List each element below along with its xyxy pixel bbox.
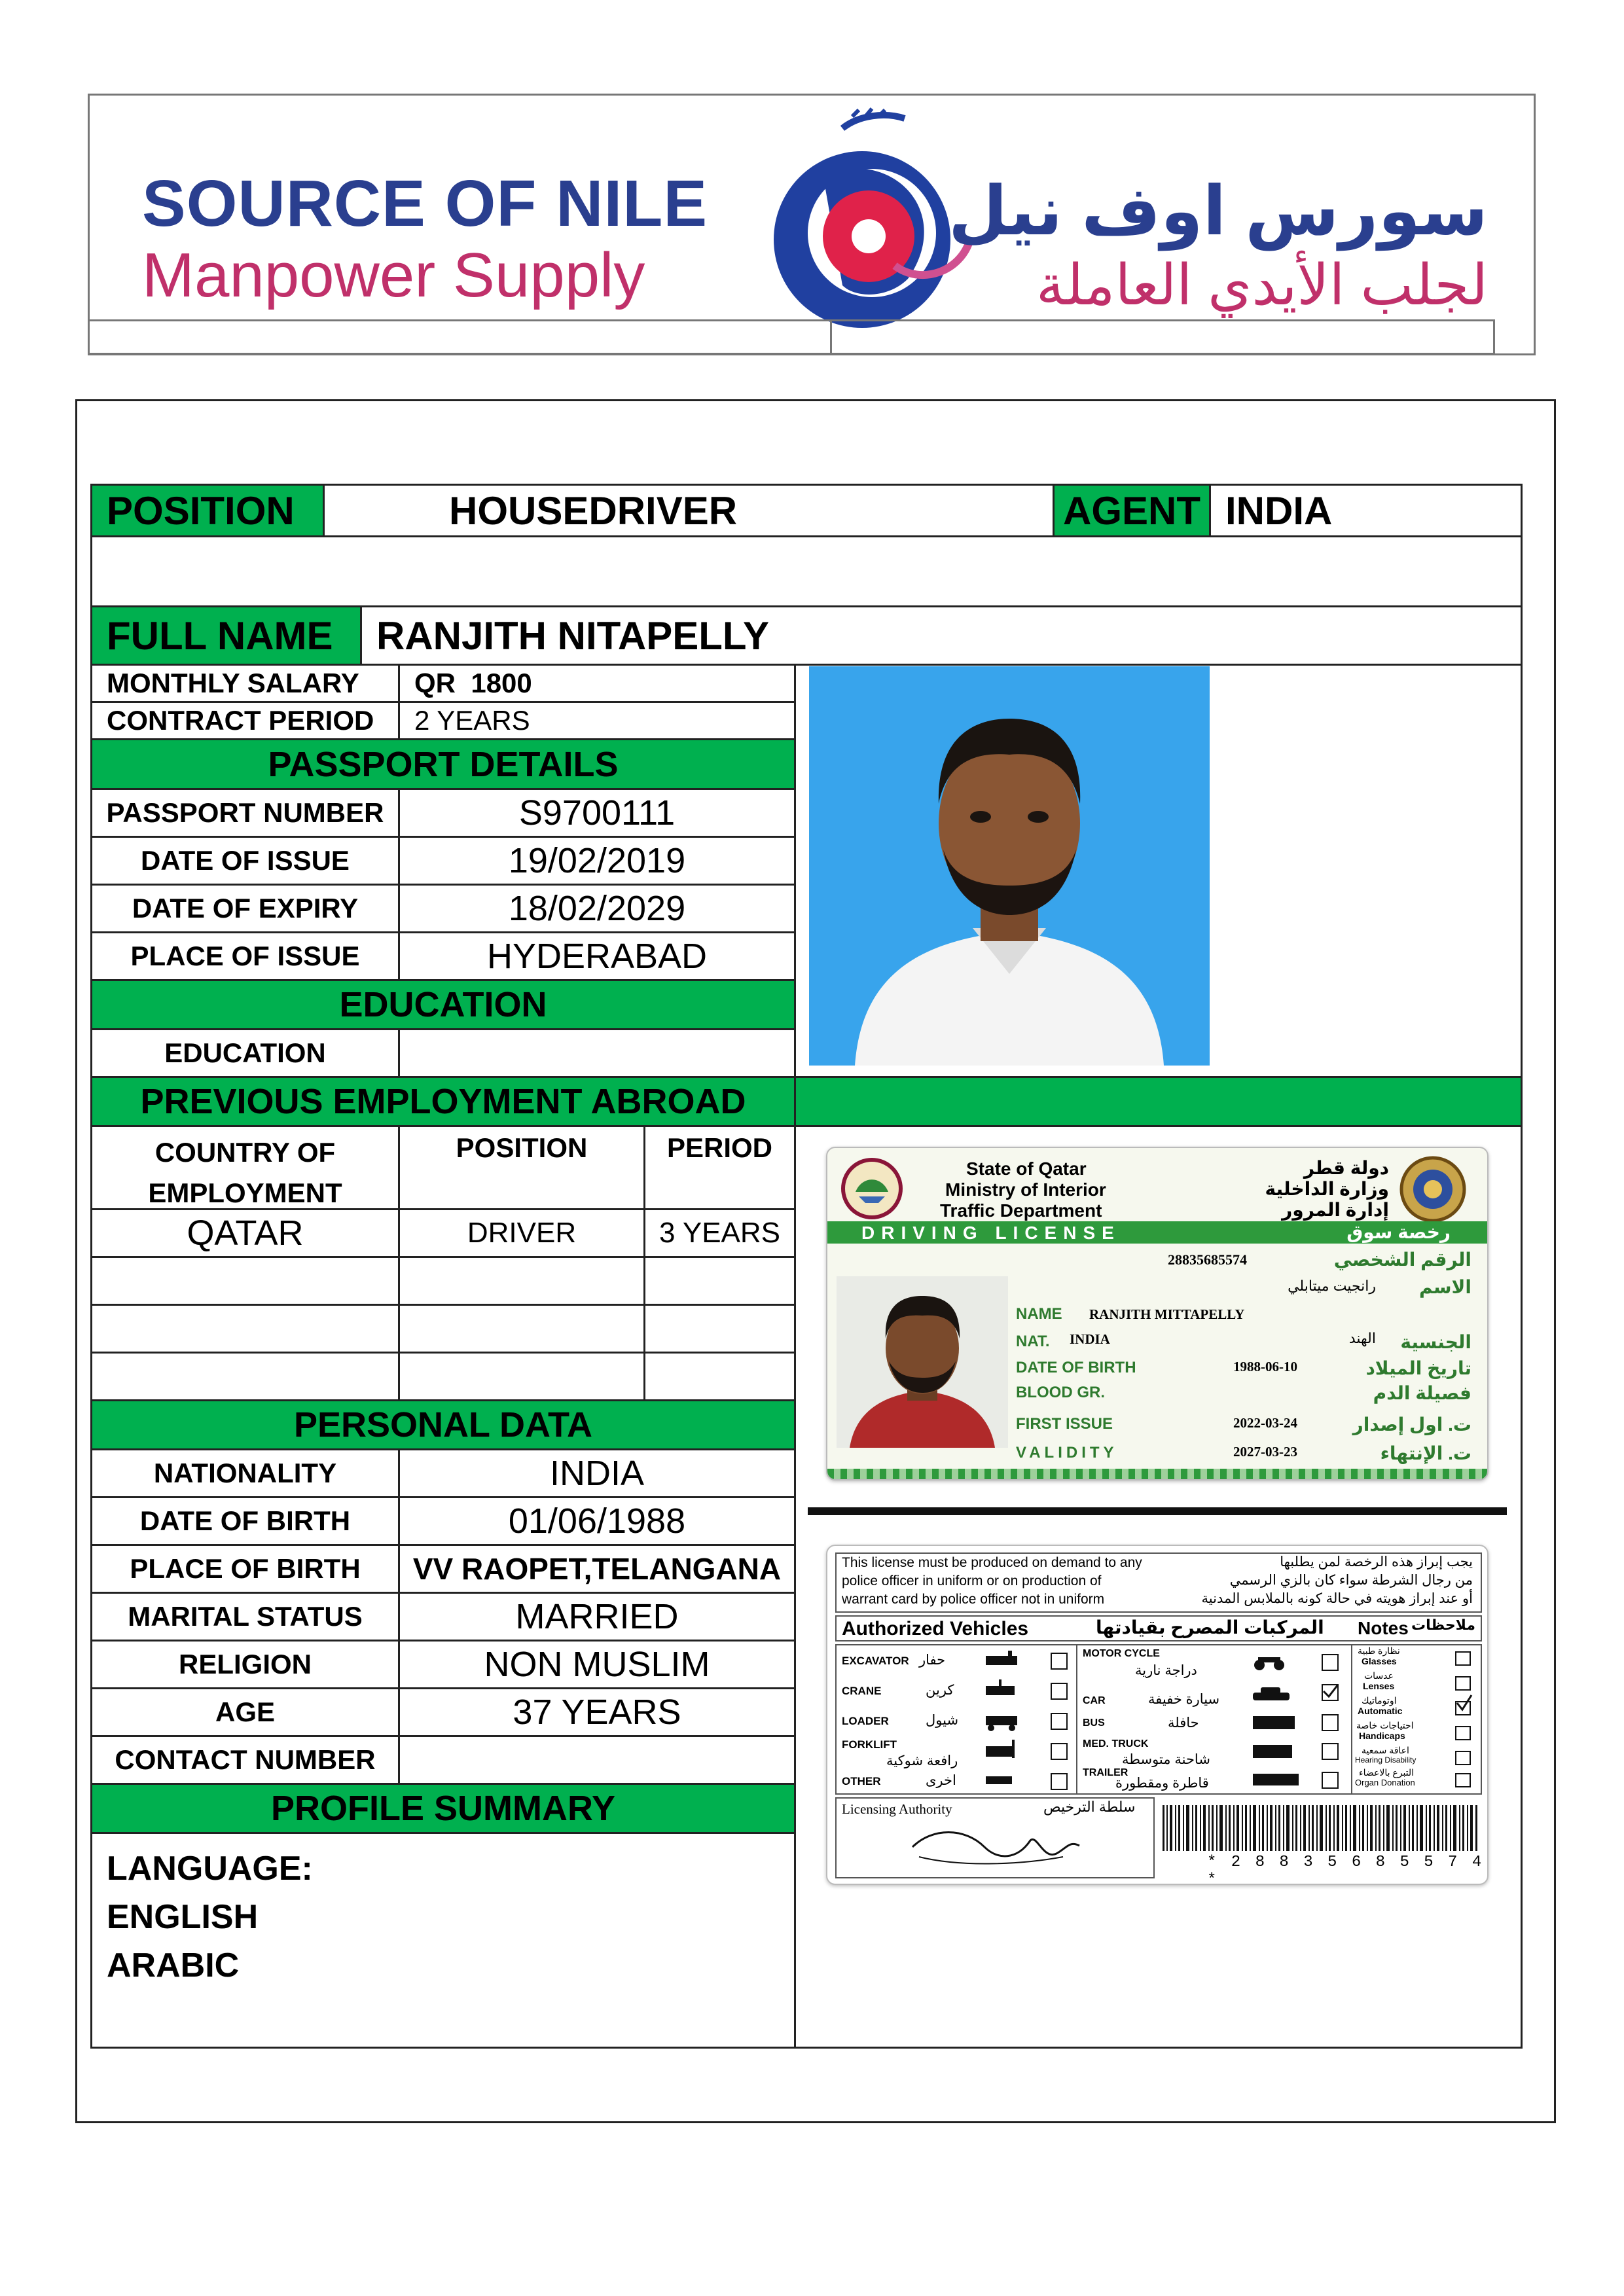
license-validity-value: 2027-03-23 xyxy=(1233,1444,1297,1460)
contact-label: CONTACT NUMBER xyxy=(115,1744,376,1775)
education-section-title: EDUCATION xyxy=(339,985,547,1024)
agent-value: INDIA xyxy=(1225,488,1333,533)
marital-label: MARITAL STATUS xyxy=(128,1601,363,1632)
place-of-issue-label: PLACE OF ISSUE xyxy=(130,941,360,971)
nationality-label-cell xyxy=(90,1448,400,1498)
col-period-header: PERIOD xyxy=(666,1132,773,1163)
vehicle-bus-ar: حافلة xyxy=(1168,1715,1199,1731)
license-nat-value-ar: الهند xyxy=(1348,1330,1376,1346)
vehicle-motorcycle-en: MOTOR CYCLE xyxy=(1083,1648,1160,1659)
emp-row3-position-cell xyxy=(398,1304,645,1354)
monthly-salary-value: QR 1800 xyxy=(414,668,532,698)
position-label-cell xyxy=(90,484,325,537)
authority-ar: سلطة الترخيص xyxy=(1043,1799,1136,1815)
emp-row1-position-cell xyxy=(398,1208,645,1258)
license-name-value: RANJITH MITTAPELLY xyxy=(1089,1306,1245,1322)
license-person-icon xyxy=(837,1276,1008,1448)
letterhead-rule xyxy=(88,319,1495,355)
full-name-value-cell xyxy=(360,605,1523,666)
nationality-label: NATIONALITY xyxy=(153,1458,337,1488)
notes-organ-en: Organ Donation xyxy=(1355,1778,1415,1787)
notes-automatic-ar: اوتوماتيك xyxy=(1362,1695,1397,1706)
contract-label-cell xyxy=(90,701,400,740)
letterhead xyxy=(88,94,1536,355)
notice-ar-1: يجب إبراز هذه الرخصة لمن يطلبها xyxy=(1280,1554,1473,1570)
license-separator xyxy=(808,1507,1507,1515)
education-label: EDUCATION xyxy=(164,1037,326,1068)
license-nat-value: INDIA xyxy=(1070,1331,1110,1347)
license-banner-ar: رخصة سوق xyxy=(1346,1222,1451,1242)
emp-row1-country-cell xyxy=(90,1208,400,1258)
religion-label-cell xyxy=(90,1640,400,1689)
notice-en-1: This license must be produced on demand to any xyxy=(842,1555,1142,1570)
notice-en-3: warrant card by police officer not in uniform xyxy=(842,1592,1105,1607)
passport-section-header xyxy=(90,738,796,790)
license-photo xyxy=(837,1276,1008,1448)
passport-number-label-cell xyxy=(90,788,400,838)
full-name-value: RANJITH NITAPELLY xyxy=(376,613,770,658)
date-of-expiry-value: 18/02/2029 xyxy=(508,889,686,928)
nationality-value-cell xyxy=(398,1448,796,1498)
date-of-expiry-value-cell xyxy=(398,884,796,933)
vehicle-motorcycle-ar: دراجة نارية xyxy=(1135,1663,1197,1678)
notice-ar-2: من رجال الشرطة سواء كان بالزي الرسمي xyxy=(1229,1573,1473,1588)
education-section-header xyxy=(90,979,796,1030)
position-value-cell xyxy=(323,484,1055,537)
notes-hearing-ar: اعاقة سمعية xyxy=(1362,1745,1409,1755)
age-value-cell xyxy=(398,1687,796,1737)
notes-glasses-ar: نظارة طبية xyxy=(1358,1645,1400,1656)
pob-value: VV RAOPET,TELANGANA xyxy=(412,1552,782,1586)
emp-row1-country: QATAR xyxy=(187,1213,304,1253)
mid-vehicle-icons xyxy=(1246,1648,1348,1792)
left-vehicle-icons xyxy=(979,1648,1074,1792)
contact-label-cell xyxy=(90,1735,400,1785)
brand-en-line1: SOURCE OF NILE xyxy=(142,167,708,240)
vehicle-excavator-en: EXCAVATOR xyxy=(842,1655,909,1667)
license-banner xyxy=(827,1221,1489,1244)
position-value: HOUSEDRIVER xyxy=(449,488,738,533)
license-id-number: 28835685574 xyxy=(1168,1251,1247,1268)
license-ministry-ar: وزارة الداخلية xyxy=(1265,1179,1389,1199)
salary-value-cell xyxy=(398,664,796,703)
license-first-issue-value: 2022-03-24 xyxy=(1233,1415,1297,1431)
license-state-en: State of Qatar xyxy=(966,1158,1087,1179)
emp-row2-country-cell xyxy=(90,1256,400,1306)
license-dept-ar: إدارة المرور xyxy=(1282,1200,1389,1220)
age-label: AGE xyxy=(215,1696,275,1727)
date-of-issue-label-cell xyxy=(90,836,400,886)
col-period-header-cell xyxy=(643,1125,796,1210)
car-checkmark-icon xyxy=(1324,1685,1338,1696)
vehicle-forklift-ar: رافعة شوكية xyxy=(886,1753,958,1768)
driving-license-back xyxy=(826,1545,1489,1885)
profile-line-3: ARABIC xyxy=(107,1946,240,1984)
pob-label: PLACE OF BIRTH xyxy=(130,1553,361,1584)
vehicle-medtruck-ar: شاحنة متوسطة xyxy=(1122,1752,1210,1767)
letterhead-rule-divider xyxy=(830,319,832,355)
religion-value: NON MUSLIM xyxy=(484,1645,710,1684)
qatar-emblem-icon xyxy=(833,1156,911,1221)
education-label-cell xyxy=(90,1028,400,1078)
license-nat-label-ar: الجنسية xyxy=(1400,1332,1471,1352)
license-dob-value: 1988-06-10 xyxy=(1233,1359,1297,1374)
barcode-digits: * 2 8 8 3 5 6 8 5 5 7 4 * xyxy=(1207,1854,1485,1885)
ministry-emblem-icon xyxy=(1397,1153,1469,1225)
agent-label-cell xyxy=(1053,484,1211,537)
vehicle-other-en: OTHER xyxy=(842,1775,881,1787)
license-name-label-ar: الاسم xyxy=(1419,1277,1471,1297)
blank-row xyxy=(90,535,1523,607)
emp-row1-period: 3 YEARS xyxy=(659,1217,781,1249)
notes-lenses-en: Lenses xyxy=(1363,1681,1395,1691)
place-of-issue-label-cell xyxy=(90,931,400,981)
profile-summary-box xyxy=(90,1832,796,2049)
passport-section-title: PASSPORT DETAILS xyxy=(268,744,619,784)
vehicle-bus-en: BUS xyxy=(1083,1717,1105,1729)
license-dept-en: Traffic Department xyxy=(940,1200,1102,1221)
notes-automatic-en: Automatic xyxy=(1358,1706,1403,1716)
notice-en-2: police officer in uniform or on production of xyxy=(842,1573,1102,1588)
date-of-issue-value-cell xyxy=(398,836,796,886)
dob-value-cell xyxy=(398,1496,796,1546)
notes-glasses-en: Glasses xyxy=(1362,1656,1397,1666)
passport-number-value-cell xyxy=(398,788,796,838)
marital-value: MARRIED xyxy=(515,1597,679,1636)
license-bottom-band xyxy=(827,1469,1489,1480)
emp-row3-period-cell xyxy=(643,1304,796,1354)
notice-ar-3: أو عند إبراز هويته في حالة كونه بالملابس المدنية xyxy=(1201,1591,1473,1606)
brand-ar-line1: سورس اوف نيل xyxy=(948,173,1488,249)
license-name-ar: رانجيت ميتابلي xyxy=(1288,1278,1376,1294)
notes-hearing-en: Hearing Disability xyxy=(1355,1755,1416,1765)
profile-photo xyxy=(809,666,1210,1066)
license-dob-label: DATE OF BIRTH xyxy=(1016,1359,1136,1376)
authority-en: Licensing Authority xyxy=(842,1801,952,1817)
pob-label-cell xyxy=(90,1544,400,1594)
col-position-header-cell xyxy=(398,1125,645,1210)
vehicle-trailer-en: TRAILER xyxy=(1083,1767,1128,1778)
religion-value-cell xyxy=(398,1640,796,1689)
employment-section-header xyxy=(90,1076,796,1127)
notes-handicaps-ar: احتياجات خاصة xyxy=(1356,1720,1414,1731)
col-country-header-cell xyxy=(90,1125,400,1210)
vehicle-loader-en: LOADER xyxy=(842,1715,889,1727)
notes-en: Notes xyxy=(1358,1618,1409,1638)
profile-line-1: LANGUAGE: xyxy=(107,1850,313,1888)
company-logo-icon xyxy=(744,102,980,338)
signature-icon xyxy=(906,1821,1089,1873)
contract-period-label: CONTRACT PERIOD xyxy=(107,705,374,736)
age-label-cell xyxy=(90,1687,400,1737)
passport-number-label: PASSPORT NUMBER xyxy=(106,797,384,828)
vehicle-crane-en: CRANE xyxy=(842,1685,882,1697)
passport-number-value: S9700111 xyxy=(518,793,676,833)
vehicle-loader-ar: شيول xyxy=(926,1713,959,1728)
vehicle-excavator-ar: حفار xyxy=(919,1653,946,1668)
barcode-icon xyxy=(1163,1805,1479,1851)
monthly-salary-label: MONTHLY SALARY xyxy=(107,668,359,698)
emp-row3-country-cell xyxy=(90,1304,400,1354)
license-validity-label: VALIDITY xyxy=(1016,1444,1118,1462)
notes-organ-ar: التبرع بالاعضاء xyxy=(1359,1767,1415,1778)
notes-checkboxes xyxy=(1449,1648,1478,1792)
brand-en-line2: Manpower Supply xyxy=(142,240,645,310)
date-of-issue-label: DATE OF ISSUE xyxy=(141,845,350,876)
driving-license-front xyxy=(826,1147,1489,1480)
full-name-label-cell xyxy=(90,605,362,666)
dob-label: DATE OF BIRTH xyxy=(139,1505,351,1536)
full-name-label: FULL NAME xyxy=(107,613,333,658)
emp-row2-period-cell xyxy=(643,1256,796,1306)
dob-value: 01/06/1988 xyxy=(508,1501,686,1541)
education-value-cell xyxy=(398,1028,796,1078)
profile-line-2: ENGLISH xyxy=(107,1898,259,1936)
profile-section-header xyxy=(90,1783,796,1834)
agent-label: AGENT xyxy=(1063,488,1200,533)
auth-vehicles-en: Authorized Vehicles xyxy=(842,1618,1029,1640)
vehicle-crane-ar: كرين xyxy=(926,1683,954,1698)
license-state-ar: دولة قطر xyxy=(1303,1158,1389,1178)
age-value: 37 YEARS xyxy=(513,1693,681,1732)
col-position-header: POSITION xyxy=(456,1132,588,1163)
license-ministry-en: Ministry of Interior xyxy=(945,1179,1106,1200)
license-dob-label-ar: تاريخ الميلاد xyxy=(1365,1358,1471,1378)
vehicle-medtruck-en: MED. TRUCK xyxy=(1083,1738,1149,1749)
salary-label-cell xyxy=(90,664,400,703)
employment-section-title: PREVIOUS EMPLOYMENT ABROAD xyxy=(140,1082,746,1121)
nationality-value: INDIA xyxy=(549,1454,645,1493)
license-first-issue-label: FIRST ISSUE xyxy=(1016,1415,1113,1433)
notes-lenses-ar: عدسات xyxy=(1364,1670,1394,1681)
employment-header-right-band xyxy=(794,1076,1523,1127)
vehicles-divider-1 xyxy=(1076,1644,1077,1795)
license-banner-en: DRIVING LICENSE xyxy=(861,1223,1121,1243)
notes-ar: ملاحظات xyxy=(1411,1617,1475,1633)
vehicle-other-ar: اخرى xyxy=(926,1773,956,1788)
marital-label-cell xyxy=(90,1592,400,1641)
notes-handicaps-en: Handicaps xyxy=(1359,1731,1405,1741)
auth-vehicles-ar: المركبات المصرح بقيادتها xyxy=(1096,1617,1324,1638)
personal-section-header xyxy=(90,1399,796,1450)
license-id-label-ar: الرقم الشخصي xyxy=(1333,1249,1471,1270)
license-validity-label-ar: ت. الإنتهاء xyxy=(1380,1443,1471,1463)
vehicle-car-en: CAR xyxy=(1083,1695,1106,1706)
agent-value-cell xyxy=(1209,484,1523,537)
marital-value-cell xyxy=(398,1592,796,1641)
emp-row4-position-cell xyxy=(398,1352,645,1401)
position-label: POSITION xyxy=(107,488,295,533)
emp-row1-position: DRIVER xyxy=(467,1217,577,1249)
contact-value-cell xyxy=(398,1735,796,1785)
license-blood-label-ar: فصيلة الدم xyxy=(1373,1383,1471,1403)
vehicle-car-ar: سيارة خفيفة xyxy=(1148,1692,1220,1707)
emp-row4-period-cell xyxy=(643,1352,796,1401)
place-of-issue-value-cell xyxy=(398,931,796,981)
col-country-header: COUNTRY OF EMPLOYMENT xyxy=(148,1137,342,1208)
date-of-expiry-label-cell xyxy=(90,884,400,933)
emp-row4-country-cell xyxy=(90,1352,400,1401)
license-name-label: NAME xyxy=(1016,1305,1062,1323)
vehicles-divider-2 xyxy=(1351,1644,1352,1795)
religion-label: RELIGION xyxy=(178,1649,312,1679)
brand-ar-line2: لجلب الأيدي العاملة xyxy=(1036,254,1488,317)
license-nat-label: NAT. xyxy=(1016,1333,1050,1350)
license-blood-label: BLOOD GR. xyxy=(1016,1384,1105,1401)
date-of-issue-value: 19/02/2019 xyxy=(508,841,686,880)
personal-section-title: PERSONAL DATA xyxy=(293,1405,593,1444)
license-first-issue-label-ar: ت. اول إصدار xyxy=(1352,1414,1471,1435)
emp-row1-period-cell xyxy=(643,1208,796,1258)
vehicle-forklift-en: FORKLIFT xyxy=(842,1738,897,1751)
contract-value-cell xyxy=(398,701,796,740)
contract-period-value: 2 YEARS xyxy=(414,705,530,736)
emp-row2-position-cell xyxy=(398,1256,645,1306)
vehicle-trailer-ar: قاطرة ومقطورة xyxy=(1115,1776,1209,1791)
date-of-expiry-label: DATE OF EXPIRY xyxy=(132,893,359,924)
person-photo-icon xyxy=(809,666,1210,1066)
profile-section-title: PROFILE SUMMARY xyxy=(271,1789,615,1828)
place-of-issue-value: HYDERABAD xyxy=(486,937,708,976)
pob-value-cell xyxy=(398,1544,796,1594)
dob-label-cell xyxy=(90,1496,400,1546)
